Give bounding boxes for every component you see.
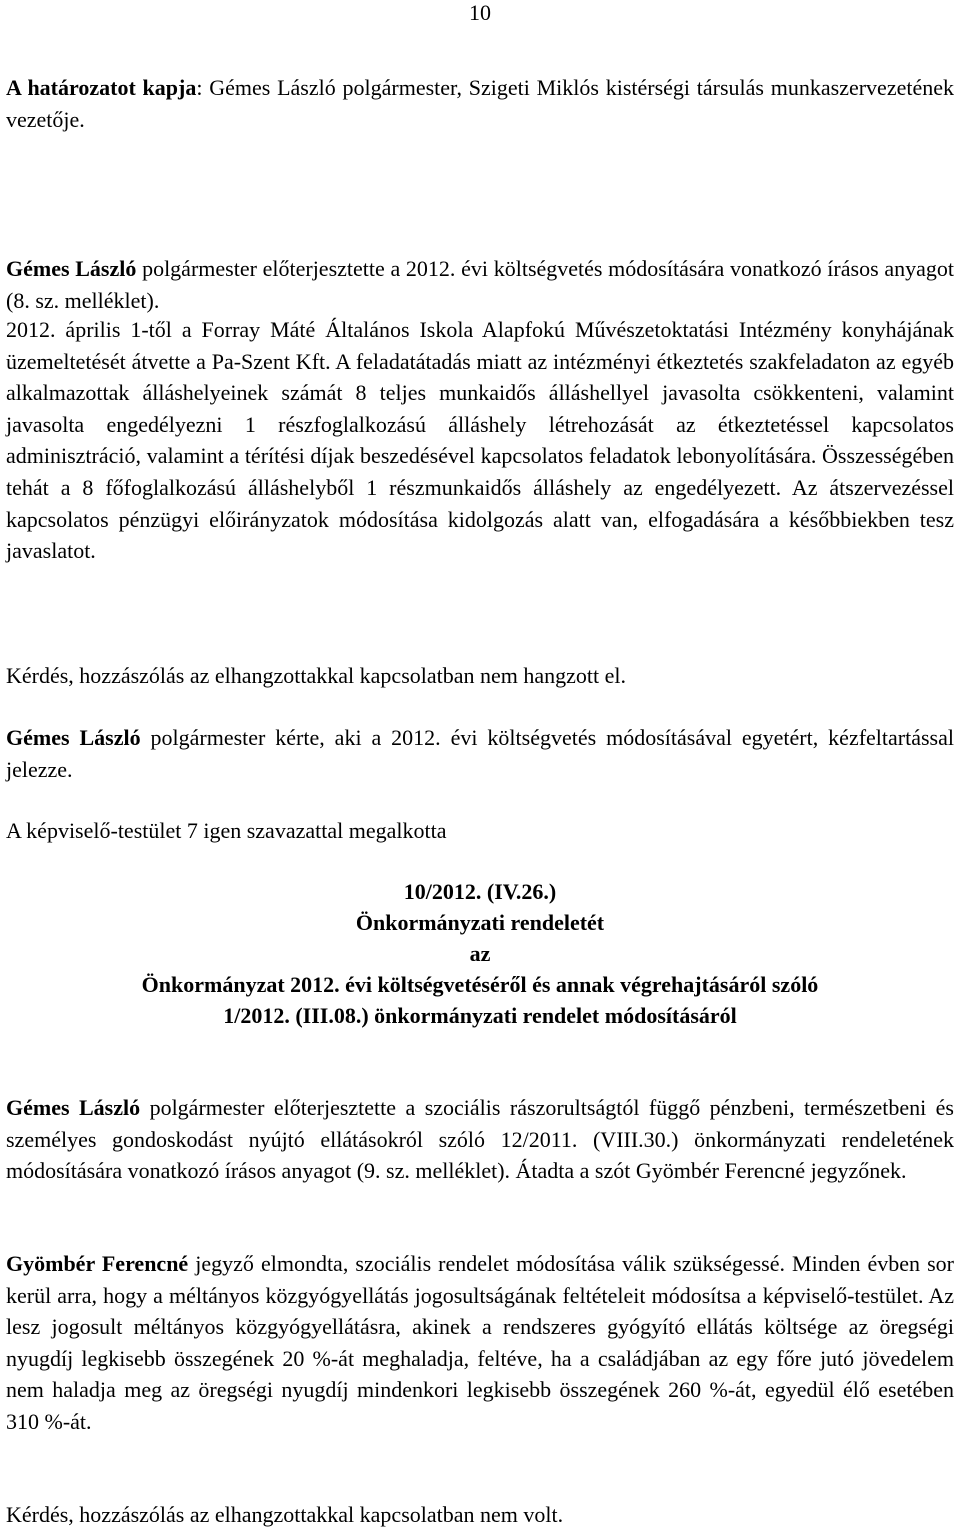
vote-request-paragraph — [6, 722, 954, 785]
question-statement-2: Kérdés, hozzászólás az elhangzottakkal kapcsolatban nem volt. — [6, 1502, 564, 1527]
recipients-text: : Gémes László polgármester, Szigeti Miklós kistérségi társulás munkaszervezetének vezetője. — [6, 75, 954, 132]
notary-paragraph — [6, 1248, 954, 1438]
decree-number: 10/2012. (IV.26.) — [403, 879, 557, 904]
social-intro-paragraph — [6, 1092, 954, 1187]
vote-request-text: polgármester kérte, aki a 2012. évi költségvetés módosításával egyetért, kézfeltartással jelezze. — [6, 725, 954, 782]
recipients-paragraph — [6, 72, 954, 135]
speaker-name: Gyömbér Ferencné — [6, 1251, 189, 1276]
question-statement: Kérdés, hozzászólás az elhangzottakkal kapcsolatban nem hangzott el. — [6, 663, 627, 688]
decree-type: Önkormányzati rendeletét — [355, 910, 605, 935]
decree-amended: 1/2012. (III.08.) önkormányzati rendelet módosításáról — [223, 1003, 737, 1028]
vote-result: A képviselő-testület 7 igen szavazattal megalkotta — [6, 818, 447, 843]
speaker-name: Gémes László — [6, 725, 141, 750]
budget-intro-paragraph — [6, 253, 954, 316]
decree-title — [0, 876, 960, 1031]
decree-subject: Önkormányzat 2012. évi költségvetéséről és annak végrehajtásáról szóló — [141, 972, 819, 997]
speaker-name: Gémes László — [6, 256, 137, 281]
decree-article: az — [469, 941, 491, 966]
budget-intro-text: polgármester előterjesztette a 2012. évi költségvetés módosítására vonatkozó írásos anyagot (8. sz. melléklet). — [6, 256, 954, 313]
notary-text: jegyző elmondta, szociális rendelet módosítása válik szükségessé. Minden évben sor kerül arra, hogy a méltányos közgyógyellátás jogosultságának feltételeit módosítsa a képviselő-testület. Az lesz jogosult méltányos közgyógyellátásra, akinek a rendszeres gyógyító ellátás költsége az öregségi nyugdíj legkisebb összegének 20 %-át meghaladja, feltéve, ha a családjában az egy főre jutó jövedelem nem haladja meg az öregségi nyugdíj mindenkori legkisebb összegének 260 %-át, egyedül élő esetében 310 %-át. — [6, 1251, 955, 1434]
speaker-name: Gémes László — [6, 1095, 141, 1120]
budget-details-paragraph: 2012. április 1-től a Forray Máté Általános Iskola Alapfokú Művészetoktatási Intézmény konyhájának üzemeltetését átvette a Pa-Szent Kft. A feladatátadás miatt az intézményi étkeztetés szakfeladaton az egyéb alkalmazottak álláshelyeinek számát 8 teljes munkaidős álláshellyel javasolta csökkenteni, valamint javasolta engedélyezni 1 részfoglalkozású álláshely létrehozását az étkeztetéssel kapcsolatos adminisztráció, valamint a térítési díjak beszedésével kapcsolatos feladatok lebonyolítására. Összességében tehát a 8 főfoglalkozású álláshelyből 1 részmunkaidős álláshely az engedélyezett. Az átszervezéssel kapcsolatos pénzügyi előirányzatok módosítása kidolgozás alatt van, elfogadására a későbbiekben tesz javaslatot. — [6, 317, 954, 564]
social-intro-text: polgármester előterjesztette a szociális rászorultságtól függő pénzbeni, természetbeni és személyes gondoskodást nyújtó ellátásokról szóló 12/2011. (VIII.30.) önkormányzati rendeletének módosítására vonatkozó írásos anyagot (9. sz. melléklet). Átadta a szót Gyömbér Ferencné jegyzőnek. — [6, 1095, 954, 1184]
page-number: 10 — [469, 0, 491, 25]
recipients-label: A határozatot kapja — [6, 75, 197, 100]
